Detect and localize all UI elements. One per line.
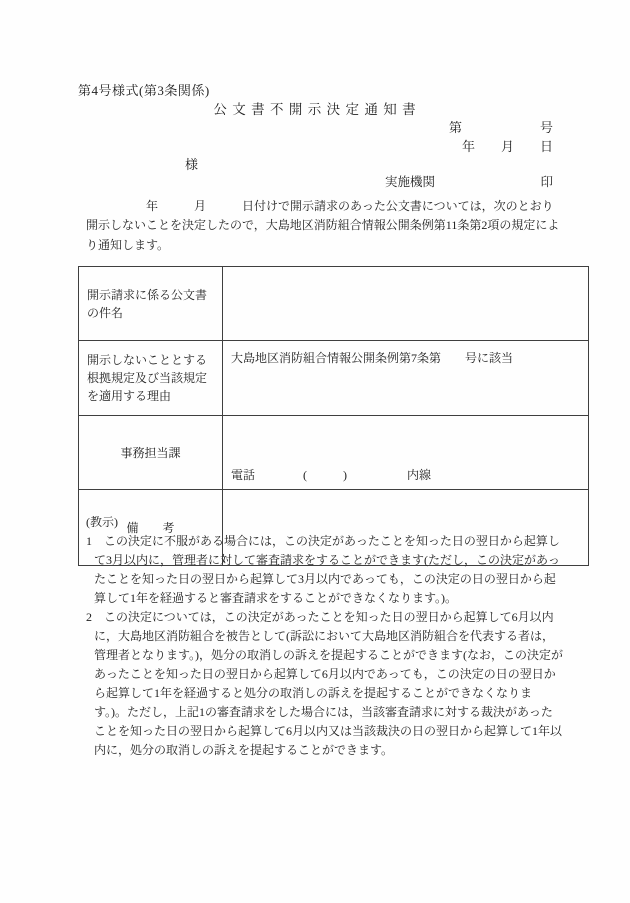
addressee-line: 様 — [185, 157, 199, 172]
table-row-department — [79, 416, 589, 490]
seal-mark: 印 — [540, 175, 553, 189]
document-title: 公 文 書 不 開 示 決 定 通 知 書 — [213, 102, 417, 117]
note-item-2 — [86, 608, 564, 760]
issuer-row — [385, 173, 553, 192]
row-label-remarks: 備 考 — [79, 490, 223, 566]
table-row-document-title — [79, 267, 589, 341]
issuer-label: 実施機関 — [385, 175, 436, 189]
note-item-1 — [86, 532, 564, 608]
row-label-department: 事務担当課 — [79, 416, 223, 490]
note-number-2: 2 — [86, 610, 92, 624]
note-number-1: 1 — [86, 534, 92, 548]
row-label-document-title: 開示請求に係る公文書の件名 — [79, 267, 223, 341]
body-paragraph: 年 月 日付けで開示請求のあった公文書については，次のとおり開示しないことを決定したので，大島地区消防組合情報公開条例第11条第2項の規定により通知します。 — [86, 199, 560, 252]
note-text-2: この決定については，この決定があったことを知った日の翌日から起算して6月以内に，大島地区消防組合を被告として(訴訟において大島地区消防組合を代表する者は，管理者となります。)，処分の取消しの訴えを提起することができます(なお，この決定があったことを知った日の翌日から起算して6月以内であっても，この決定の日の翌日から起算して1年を経過すると処分の取消しの訴えを提起することができなくなります。)。ただし，上記1の審査請求をした場合には，当該審査請求に対する裁決があったことを知った日の翌日から起算して6月以内又は当該裁決の日の翌日から起算して1年以内に，処分の取消しの訴えを提起することができます。 — [94, 610, 564, 757]
document-number-line: 第 号 — [448, 120, 553, 135]
table-row-grounds — [79, 341, 589, 416]
note-text-1: この決定に不服がある場合には，この決定があったことを知った日の翌日から起算して3月以内に，管理者に対して審査請求をすることができます(ただし，この決定があったことを知った日の翌日から起算して3月以内であっても，この決定の日の翌日から起算して1年を経過すると審査請求をすることができなくなります。)。 — [94, 534, 560, 605]
row-label-grounds: 開示しないこととする根拠規定及び当該規定を適用する理由 — [79, 341, 223, 416]
row-value-grounds: 大島地区消防組合情報公開条例第7条第 号に該当 — [223, 341, 589, 416]
row-value-document-title — [223, 267, 589, 341]
row-value-department-phone: 電話 ( ) 内線 — [223, 416, 589, 490]
notes-heading: (教示) — [86, 515, 118, 529]
date-line: 年 月 日 — [461, 139, 553, 154]
form-number: 第4号様式(第3条関係) — [78, 83, 210, 98]
notes-section — [86, 513, 564, 760]
